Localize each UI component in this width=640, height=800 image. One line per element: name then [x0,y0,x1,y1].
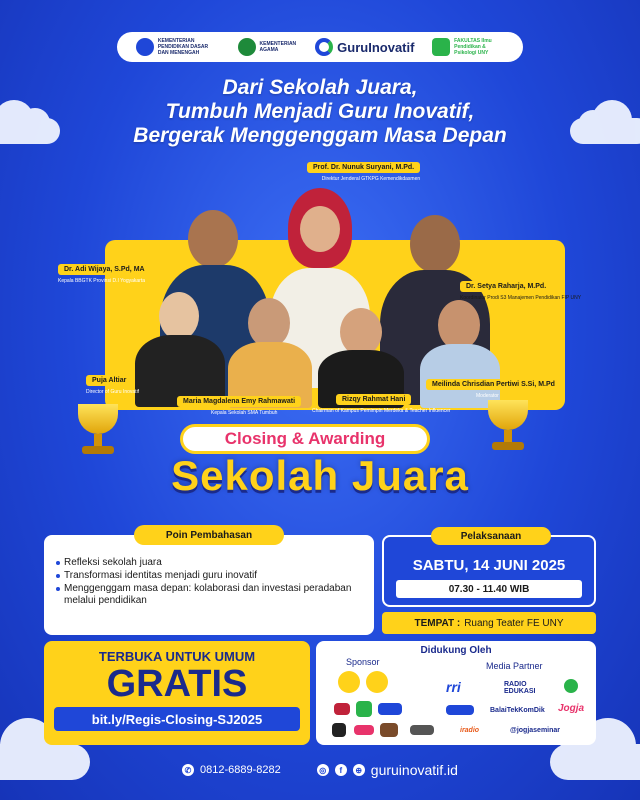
list-item: Menggenggam masa depan: kolaborasi dan investasi peradaban melalui pendidikan [56,583,362,607]
sponsor-logo [380,723,398,737]
supporters-card [316,641,596,745]
event-date: SABTU, 14 JUNI 2025 [412,557,566,574]
globe-icon: ⊕ [353,764,365,776]
headline: Dari Sekolah Juara, Tumbuh Menjadi Guru Inovatif, Bergerak Menggenggam Masa Depan [133,76,507,147]
registration-card [44,641,310,745]
whatsapp-icon: ✆ [182,764,194,776]
instagram-icon: ◎ [317,764,329,776]
phone-number[interactable]: 0812-6889-8282 [200,764,281,776]
jogjaseminar-logo: @jogjaseminar [510,727,561,734]
schedule-title: Pelaksanaan [431,527,551,545]
speaker-tag-puja: Puja Altiar Director of Guru Inovatif [86,377,140,395]
venue-bar [382,612,596,634]
facebook-icon: f [335,764,347,776]
fip-uny-logo: FAKULTAS Ilmu Pendidikan & Psikologi UNY [432,38,504,56]
speaker-tag-meilinda: Meilinda Chrisdian Pertiwi S.Si, M.Pd Moderator [426,373,561,399]
sponsor-logo [334,703,350,715]
speaker-tag-nunuk: Prof. Dr. Nunuk Suryani, M.Pd. Direktur Jenderal GTKPG Kemendikdasmen [307,156,420,182]
sponsor-logo [356,701,372,717]
venue-name: Ruang Teater FE UNY [464,617,564,629]
closing-awarding-badge: Closing & Awarding [180,424,430,454]
fip-uny-icon [432,38,450,56]
guru-inovatif-logo: GuruInovatif [315,38,414,56]
website-contact [317,762,458,778]
kemendikdasmen-logo: KEMENTERIAN PENDIDIKAN DASAR DAN MENENGAH [136,38,220,56]
radio-edukasi-logo: RADIO EDUKASI [504,681,536,695]
discussion-points-list [56,557,362,607]
sponsor-logo [366,671,388,693]
sponsor-label: Sponsor [346,657,380,667]
free-label: GRATIS [106,663,248,705]
discussion-points-card [44,529,374,635]
iradio-logo: iradio [460,727,480,734]
footer [0,762,640,778]
rri-logo: rri [446,679,461,695]
speaker-tag-adi: Dr. Adi Wijaya, S.Pd, MA Kepala BBGTK Provinsi D.I Yogyakarta [58,258,151,284]
open-public-label: TERBUKA UNTUK UMUM [98,649,256,664]
partner-logo-bar [117,32,523,62]
kemenag-logo: KEMENTERIAN AGAMA [238,38,298,56]
balaitekkomdik-logo: BalaiTekKomDik [490,707,545,714]
kemendikdasmen-icon [136,38,154,56]
schedule-card [382,530,596,607]
list-item: Transformasi identitas menjadi guru inovatif [56,570,362,582]
sponsor-logo [410,725,434,735]
venue-label: TEMPAT : [414,617,461,629]
speaker-tag-maria: Maria Magdalena Emy Rahmawati Kepala Sekolah SMA Tumbuh [177,390,301,416]
event-time: 07.30 - 11.40 WIB [396,580,582,598]
website-link[interactable]: guruinovatif.id [370,762,458,778]
sponsor-logo [354,725,374,735]
sponsor-logo [378,703,402,715]
media-partner-label: Media Partner [486,661,543,671]
media-partner-logo [564,679,578,693]
speaker-tag-setya: Dr. Setya Raharja, M.Pd. Koordinator Prodi S3 Manajemen Pendidikan FIP UNY [460,283,582,301]
media-partner-logo [446,705,474,715]
registration-link[interactable]: bit.ly/Regis-Closing-SJ2025 [54,707,300,731]
speaker-tag-rizqy: Rizqy Rahmat Hani Chairman of Kampus Pemimpin Merdeka & Teacher Influencer [312,396,451,414]
phone-contact [182,764,281,776]
trophy-icon [478,400,538,460]
event-title: Sekolah Juara [171,452,469,499]
jogja-logo: Jogja [558,703,585,714]
sponsor-logo [338,671,360,693]
discussion-points-title: Poin Pembahasan [134,525,284,545]
kemenag-icon [238,38,256,56]
sponsor-logo [332,723,346,737]
supporters-title: Didukung Oleh [420,645,492,656]
guru-inovatif-icon [315,38,333,56]
list-item: Refleksi sekolah juara [56,557,362,569]
